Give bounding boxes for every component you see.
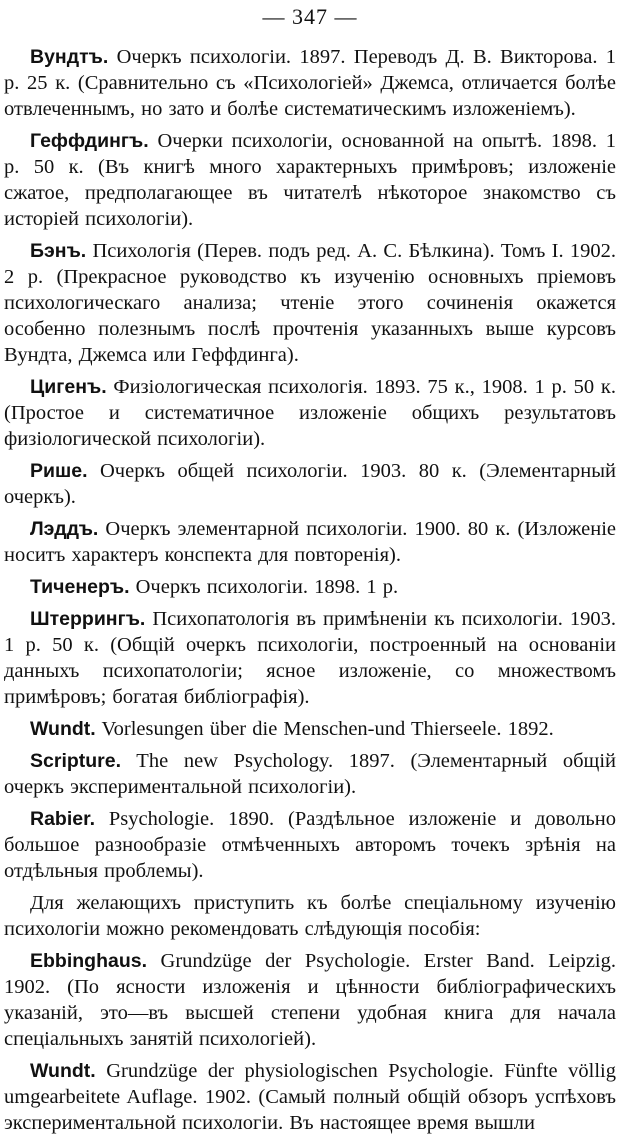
bibliography-entry-richet (4, 458, 616, 510)
entry-author: Ebbinghaus. (30, 950, 147, 972)
bibliography-entry-storring (4, 606, 616, 710)
bibliography-entry-ladd (4, 516, 616, 568)
entry-text: Очеркъ психологіи. 1897. Переводъ Д. В. Викторова. 1 р. 25 к. (Сравнительно съ «Психологіей» Джемса, отличается болѣе отвлеченнымъ, но зато и болѣе систематическимъ изложеніемъ). (4, 46, 616, 120)
entry-text: Vorlesungen über die Menschen-und Thierseele. 1892. (95, 718, 554, 740)
entry-author: Цигенъ. (30, 376, 107, 398)
bibliography-entry-wundt-de (4, 716, 616, 742)
entry-author: Бэнъ. (30, 240, 87, 262)
entry-text: The new Psychology. 1897. (Элементарный общій очеркъ экспериментальной психологіи). (4, 750, 616, 798)
entry-author: Wundt. (30, 718, 96, 740)
bibliography-entry-wundt-ru (4, 44, 616, 122)
entry-author: Штеррингъ. (30, 608, 146, 630)
entry-text: Grundzüge der Psychologie. Erster Band. Leipzig. 1902. (По ясности изложенія и цѣнности библіографическихъ указаній, это—въ высшей степени удобная книга для начала спеціальныхъ занятій психологіей). (4, 950, 616, 1050)
entry-author: Рише. (30, 460, 88, 482)
bibliography-entry-titchener (4, 574, 616, 600)
entry-author: Rabier. (30, 808, 96, 830)
bibliography-entry-rabier (4, 806, 616, 884)
bibliography-entry-scripture (4, 748, 616, 800)
entry-text: Очерки психологіи, основанной на опытѣ. 1898. 1 р. 50 к. (Въ книгѣ много характерныхъ примѣровъ; изложеніе сжатое, предполагающее въ читателѣ нѣкоторое знакомство съ исторіей психологіи). (4, 130, 616, 230)
entry-author: Лэддъ. (30, 518, 99, 540)
entry-text: Очеркъ элементарной психологіи. 1900. 80 к. (Изложеніе носитъ характеръ конспекта для повторенія). (4, 518, 616, 566)
entry-text: Психопатологія въ примѣненіи къ психологіи. 1903. 1 р. 50 к. (Общій очеркъ психологіи, построенный на основаніи данныхъ психопатологіи; ясное изложеніе, со множествомъ примѣровъ; богатая библіографія). (4, 608, 616, 708)
bibliography-entry-ebbinghaus (4, 948, 616, 1052)
entry-text: Физіологическая психологія. 1893. 75 к., 1908. 1 р. 50 к. (Простое и систематичное изложеніе общихъ результатовъ физіологической психологіи). (4, 376, 616, 450)
page-number: — 347 — (262, 4, 358, 29)
entry-author: Scripture. (30, 750, 122, 772)
entry-author: Wundt. (30, 1060, 96, 1082)
entry-text: Grundzüge der physiologischen Psychologie. Fünfte völlig umgearbeitete Auflage. 1902. (Самый полный общій обзоръ успѣховъ экспериментальной психологіи. Въ настоящее время вышли (4, 1060, 616, 1134)
intro-paragraph (4, 890, 616, 942)
entry-text: Очеркъ общей психологіи. 1903. 80 к. (Элементарный очеркъ). (4, 460, 616, 508)
bibliography-entry-bain (4, 238, 616, 368)
entry-text: Психологія (Перев. подъ ред. А. С. Бѣлкина). Томъ I. 1902. 2 р. (Прекрасное руководство къ изученію основныхъ пріемовъ психологическаго анализа; чтеніе этого сочиненія окажется особенно полезнымъ послѣ прочтенія указанныхъ выше курсовъ Вундта, Джемса или Геффдинга). (4, 240, 616, 366)
entry-author: Вундтъ. (30, 46, 109, 68)
bibliography-entry-ziehen (4, 374, 616, 452)
entry-text: Psychologie. 1890. (Раздѣльное изложеніе и довольно большое разнообразіе отмѣченныхъ авторомъ точекъ зрѣнія на отдѣльныя проблемы). (4, 808, 616, 882)
entry-author: Геффдингъ. (30, 130, 149, 152)
entry-text: Для желающихъ приступить къ болѣе спеціальному изученію психологіи можно рекомендовать слѣдующія пособія: (4, 892, 616, 940)
entry-text: Очеркъ психологіи. 1898. 1 р. (129, 576, 399, 598)
bibliography-entry-hoffding (4, 128, 616, 232)
entry-author: Тиченеръ. (30, 576, 130, 598)
bibliography-entry-wundt-grundzuge (4, 1058, 616, 1136)
